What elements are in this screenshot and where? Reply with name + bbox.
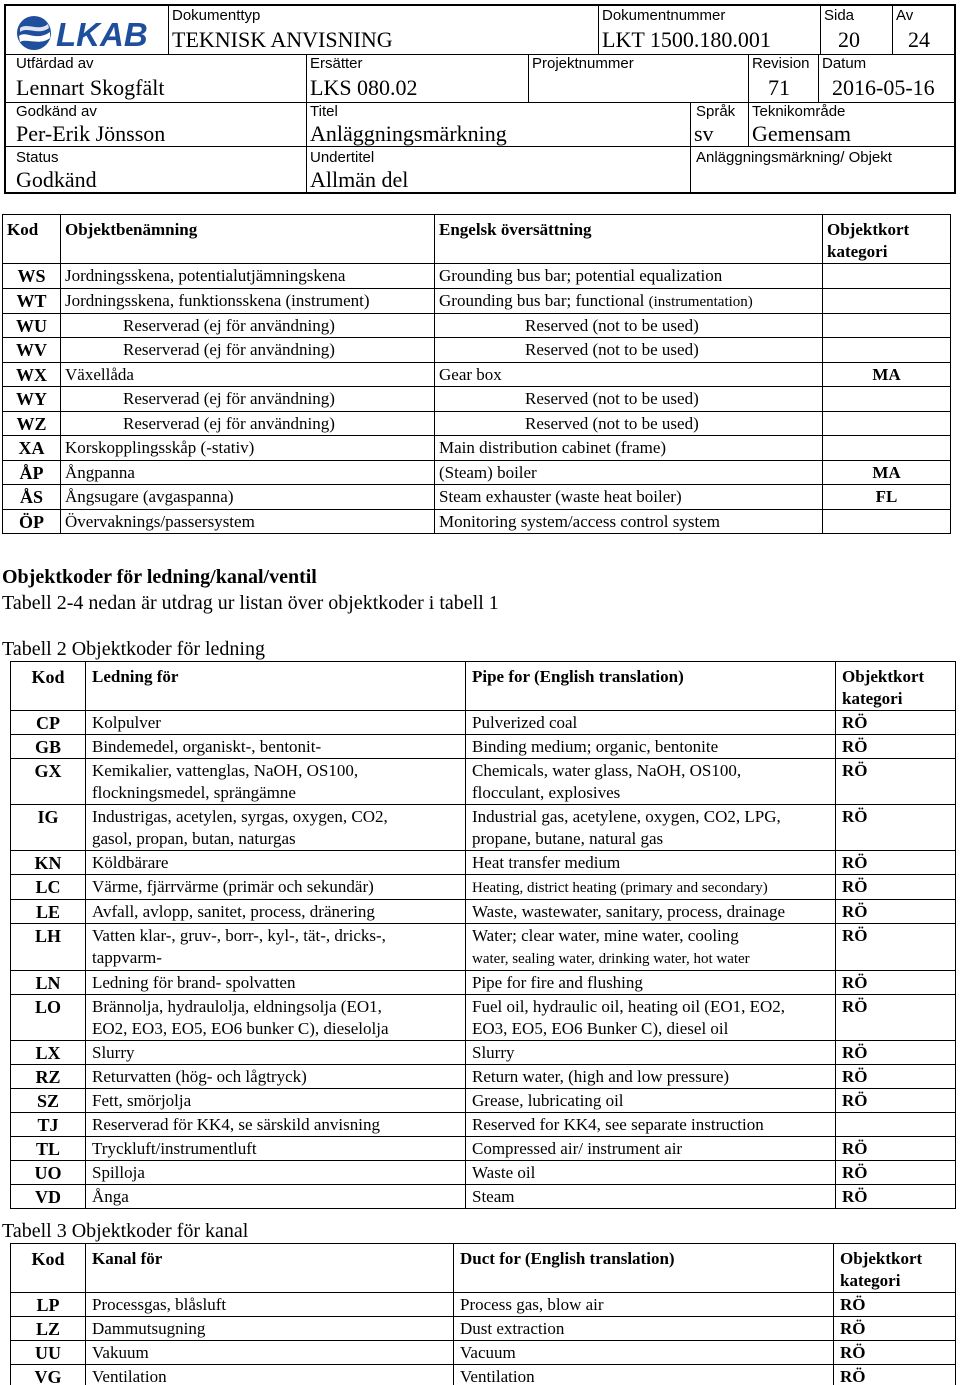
row-english <box>466 759 836 805</box>
row-code: LO <box>11 995 86 1041</box>
lkab-logo <box>14 12 164 54</box>
area-label: Teknikområde <box>752 103 846 120</box>
row-code: WT <box>3 288 61 313</box>
row-english-text: Reserved (not to be used) <box>525 389 699 408</box>
table-row <box>11 1365 956 1385</box>
row-code: ÅS <box>3 485 61 510</box>
row-category: RÖ <box>834 1365 956 1385</box>
table-header-row <box>3 215 951 264</box>
document-header <box>4 4 956 194</box>
row-category <box>823 338 951 363</box>
row-english-line: Pipe for fire and flushing <box>472 973 643 992</box>
row-english <box>435 288 823 313</box>
doc-type: TEKNISK ANVISNING <box>172 27 393 52</box>
table-row <box>11 1089 956 1113</box>
row-english-line: Waste oil <box>472 1163 536 1182</box>
row-code: WU <box>3 313 61 338</box>
row-english-line: Ventilation <box>460 1367 535 1385</box>
row-code: LP <box>11 1293 86 1317</box>
subtitle-label: Undertitel <box>310 149 375 166</box>
row-swedish <box>86 1185 466 1209</box>
row-english <box>454 1293 834 1317</box>
row-english-line: Grease, lubricating oil <box>472 1091 624 1110</box>
row-english-line: Vacuum <box>460 1343 516 1362</box>
row-english-line: EO3, EO5, EO6 Bunker C), diesel oil <box>472 1019 729 1038</box>
row-swedish-line: Spilloja <box>92 1163 145 1182</box>
row-english-line: Heating, district heating (primary and secondary) <box>472 880 768 896</box>
row-name: Korskopplingsskåp (-stativ) <box>61 436 435 461</box>
row-code: WY <box>3 387 61 412</box>
row-english-note: (instrumentation) <box>648 293 753 310</box>
row-code: LC <box>11 875 86 900</box>
row-swedish-line: Ventilation <box>92 1367 167 1385</box>
row-swedish-line: Avfall, avlopp, sanitet, process, dränering <box>92 902 375 921</box>
row-name: Jordningsskena, funktionsskena (instrument) <box>61 288 435 313</box>
row-english <box>454 1365 834 1385</box>
approved-by-label: Godkänd av <box>16 103 97 120</box>
title-label: Titel <box>310 103 338 120</box>
row-name: Reserverad (ej för användning) <box>61 387 435 412</box>
row-code: VG <box>11 1365 86 1385</box>
row-swedish <box>86 735 466 759</box>
table-row <box>11 1185 956 1209</box>
row-code: LE <box>11 900 86 924</box>
row-english <box>466 735 836 759</box>
row-swedish-line: Tryckluft/instrumentluft <box>92 1139 257 1158</box>
row-category: RÖ <box>836 711 956 735</box>
row-english <box>454 1341 834 1365</box>
row-code: ÖP <box>3 509 61 534</box>
row-swedish <box>86 851 466 875</box>
table-row <box>3 313 951 338</box>
row-category <box>823 313 951 338</box>
row-category: RÖ <box>836 1089 956 1113</box>
row-english-line: Industrial gas, acetylene, oxygen, CO2, LPG, <box>472 807 781 826</box>
row-english-line: Waste, wastewater, sanitary, process, drainage <box>472 902 786 921</box>
row-english <box>466 805 836 851</box>
row-english-line: Heat transfer medium <box>472 853 621 872</box>
duct-table <box>10 1243 956 1385</box>
row-category: MA <box>823 460 951 485</box>
table2-caption: Tabell 2 Objektkoder för ledning <box>2 638 265 660</box>
row-category: RÖ <box>836 805 956 851</box>
col-header-kategori: Objektkort kategori <box>836 662 956 711</box>
row-english-line: Reserved for KK4, see separate instruction <box>472 1115 764 1134</box>
table3-caption: Tabell 3 Objektkoder för kanal <box>2 1220 249 1242</box>
row-category: RÖ <box>836 1185 956 1209</box>
table-row <box>11 1113 956 1137</box>
row-english <box>466 1089 836 1113</box>
table-row <box>3 362 951 387</box>
row-code: WV <box>3 338 61 363</box>
table-row <box>3 436 951 461</box>
row-swedish-line: Processgas, blåsluft <box>92 1295 227 1314</box>
row-english-line: propane, butane, natural gas <box>472 829 664 848</box>
row-code: WX <box>3 362 61 387</box>
row-english-line: Dust extraction <box>460 1319 565 1338</box>
table-row <box>11 711 956 735</box>
row-category: RÖ <box>836 875 956 900</box>
language: sv <box>694 121 714 146</box>
table-row <box>11 1317 956 1341</box>
row-code: SZ <box>11 1089 86 1113</box>
row-name: Ångpanna <box>61 460 435 485</box>
row-category <box>823 411 951 436</box>
date: 2016-05-16 <box>832 75 935 100</box>
row-swedish-line: Kemikalier, vattenglas, NaOH, OS100, <box>92 761 359 780</box>
pipe-table <box>10 661 956 1209</box>
row-name: Reserverad (ej för användning) <box>61 411 435 436</box>
row-english <box>435 362 823 387</box>
row-swedish-line: Fett, smörjolja <box>92 1091 192 1110</box>
row-swedish-line: flockningsmedel, sprängämne <box>92 783 296 802</box>
row-name: Övervaknings/passersystem <box>61 509 435 534</box>
row-swedish <box>86 1365 454 1385</box>
table-row <box>11 805 956 851</box>
row-english <box>466 1137 836 1161</box>
row-category: RÖ <box>834 1293 956 1317</box>
title: Anläggningsmärkning <box>310 121 507 146</box>
row-english <box>435 411 823 436</box>
row-code: GB <box>11 735 86 759</box>
logo-text: LKAB <box>56 16 148 53</box>
table-row <box>3 411 951 436</box>
row-code: VD <box>11 1185 86 1209</box>
row-name: Reserverad (ej för användning) <box>61 338 435 363</box>
row-swedish <box>86 805 466 851</box>
table-row <box>3 264 951 289</box>
row-name: Växellåda <box>61 362 435 387</box>
row-swedish-line: Ledning för brand- spolvatten <box>92 973 296 992</box>
row-category: RÖ <box>836 851 956 875</box>
table-row <box>11 875 956 900</box>
row-english <box>435 509 823 534</box>
row-swedish <box>86 711 466 735</box>
row-code: TL <box>11 1137 86 1161</box>
row-category: RÖ <box>836 971 956 995</box>
row-english <box>435 387 823 412</box>
row-name: Reserverad (ej för användning) <box>61 313 435 338</box>
row-category: RÖ <box>836 1065 956 1089</box>
doc-number: LKT 1500.180.001 <box>602 27 771 52</box>
row-swedish <box>86 1137 466 1161</box>
row-swedish-line: Slurry <box>92 1043 135 1062</box>
row-swedish <box>86 971 466 995</box>
table-row <box>11 1041 956 1065</box>
row-swedish <box>86 1341 454 1365</box>
row-english <box>466 711 836 735</box>
row-english-line: Binding medium; organic, bentonite <box>472 737 719 756</box>
row-english-line: Pulverized coal <box>472 713 578 732</box>
col-header-kategori: Objektkort kategori <box>834 1244 956 1293</box>
objects-table <box>2 214 951 534</box>
col-header-kanal: Kanal för <box>86 1244 454 1293</box>
row-swedish <box>86 875 466 900</box>
row-english <box>466 875 836 900</box>
row-category: RÖ <box>836 995 956 1041</box>
row-swedish-line: Köldbärare <box>92 853 169 872</box>
table-row <box>3 338 951 363</box>
row-english <box>466 995 836 1041</box>
revision-label: Revision <box>752 55 810 72</box>
row-english-text: Grounding bus bar; potential equalization <box>439 266 723 285</box>
row-swedish <box>86 924 466 971</box>
row-swedish <box>86 900 466 924</box>
row-category: RÖ <box>834 1341 956 1365</box>
row-code: LH <box>11 924 86 971</box>
row-english-line: Compressed air/ instrument air <box>472 1139 683 1158</box>
row-english <box>435 485 823 510</box>
doc-number-label: Dokumentnummer <box>602 7 726 24</box>
row-code: WS <box>3 264 61 289</box>
row-swedish <box>86 1293 454 1317</box>
subtitle: Allmän del <box>310 167 409 192</box>
section-heading: Objektkoder för ledning/kanal/ventil <box>2 566 317 588</box>
section-intro: Tabell 2-4 nedan är utdrag ur listan över objektkoder i tabell 1 <box>2 592 499 614</box>
col-header-kod: Kod <box>11 1244 86 1293</box>
page-label: Sida <box>824 7 855 24</box>
table-row <box>11 995 956 1041</box>
row-swedish-line: Ånga <box>92 1187 129 1206</box>
row-category <box>823 288 951 313</box>
table-row <box>3 460 951 485</box>
row-english <box>466 1065 836 1089</box>
row-swedish-line: Dammutsugning <box>92 1319 206 1338</box>
col-header-kod: Kod <box>3 215 61 264</box>
page-total-label: Av <box>896 7 914 24</box>
row-category <box>823 264 951 289</box>
row-swedish-line: tappvarm- <box>92 948 162 967</box>
row-category <box>823 436 951 461</box>
row-swedish <box>86 1113 466 1137</box>
row-english <box>435 460 823 485</box>
row-code: UU <box>11 1341 86 1365</box>
row-code: WZ <box>3 411 61 436</box>
row-english-text: Steam exhauster (waste heat boiler) <box>439 487 682 506</box>
row-english <box>454 1317 834 1341</box>
row-code: XA <box>3 436 61 461</box>
row-english-text: Grounding bus bar; functional <box>439 290 645 310</box>
col-header-ledning: Ledning för <box>86 662 466 711</box>
row-english <box>466 971 836 995</box>
row-swedish <box>86 759 466 805</box>
row-swedish <box>86 1089 466 1113</box>
row-code: LZ <box>11 1317 86 1341</box>
row-code: LX <box>11 1041 86 1065</box>
row-category: MA <box>823 362 951 387</box>
row-english <box>435 264 823 289</box>
table-row <box>11 1065 956 1089</box>
row-english <box>466 1161 836 1185</box>
row-swedish-line: Vakuum <box>92 1343 149 1362</box>
col-header-duct: Duct for (English translation) <box>454 1244 834 1293</box>
table-row <box>11 900 956 924</box>
row-swedish-line: Vatten klar-, gruv-, borr-, kyl-, tät-, dricks-, <box>92 926 386 945</box>
row-category: RÖ <box>836 900 956 924</box>
row-english <box>466 1185 836 1209</box>
area: Gemensam <box>752 121 851 146</box>
table-row <box>3 387 951 412</box>
row-english-text: Reserved (not to be used) <box>525 340 699 359</box>
row-english <box>466 1041 836 1065</box>
row-code: ÅP <box>3 460 61 485</box>
revision: 71 <box>768 75 790 100</box>
issued-by-label: Utfärdad av <box>16 55 94 72</box>
col-header-kategori: Objektkort kategori <box>823 215 951 264</box>
row-english-line: Process gas, blow air <box>460 1295 604 1314</box>
row-english-line: Return water, (high and low pressure) <box>472 1067 730 1086</box>
row-code: LN <box>11 971 86 995</box>
row-category: RÖ <box>836 1041 956 1065</box>
row-english-text: Main distribution cabinet (frame) <box>439 438 667 457</box>
table-row <box>11 1341 956 1365</box>
category-path: Anläggningsmärkning/ Objekt <box>696 149 892 166</box>
row-code: RZ <box>11 1065 86 1089</box>
row-category: RÖ <box>836 924 956 971</box>
row-category: FL <box>823 485 951 510</box>
row-category <box>823 509 951 534</box>
row-category <box>823 387 951 412</box>
row-english-line: Water; clear water, mine water, cooling <box>472 926 739 945</box>
table-row <box>11 735 956 759</box>
row-english-text: Gear box <box>439 364 502 384</box>
col-header-kod: Kod <box>11 662 86 711</box>
status: Godkänd <box>16 167 97 192</box>
row-name: Ångsugare (avgaspanna) <box>61 485 435 510</box>
row-swedish-line: Returvatten (hög- och lågtryck) <box>92 1067 307 1086</box>
row-swedish-line: Brännolja, hydraulolja, eldningsolja (EO1, <box>92 997 382 1016</box>
replaces: LKS 080.02 <box>310 75 418 100</box>
replaces-label: Ersätter <box>310 55 363 72</box>
row-code: KN <box>11 851 86 875</box>
row-category <box>836 1113 956 1137</box>
row-swedish-line: Kolpulver <box>92 713 161 732</box>
row-english <box>466 900 836 924</box>
row-swedish <box>86 995 466 1041</box>
table-row <box>11 971 956 995</box>
row-english-line: water, sealing water, drinking water, hot water <box>472 951 750 967</box>
row-english-line: Steam <box>472 1187 515 1206</box>
table-row <box>11 851 956 875</box>
table-row <box>11 924 956 971</box>
row-english <box>435 436 823 461</box>
table-row <box>3 288 951 313</box>
table-row <box>11 759 956 805</box>
row-english <box>435 338 823 363</box>
row-category: RÖ <box>836 735 956 759</box>
row-swedish-line: Industrigas, acetylen, syrgas, oxygen, CO2, <box>92 807 388 826</box>
row-category: RÖ <box>836 759 956 805</box>
row-swedish-line: gasol, propan, butan, naturgas <box>92 829 296 848</box>
row-swedish-line: Bindemedel, organiskt-, bentonit- <box>92 737 322 756</box>
page-total: 24 <box>908 27 930 52</box>
row-english-line: Slurry <box>472 1043 515 1062</box>
row-english <box>466 924 836 971</box>
table-row <box>11 1293 956 1317</box>
col-header-engelsk: Engelsk översättning <box>435 215 823 264</box>
date-label: Datum <box>822 55 867 72</box>
row-name: Jordningsskena, potentialutjämningskena <box>61 264 435 289</box>
row-code: UO <box>11 1161 86 1185</box>
row-category: RÖ <box>836 1161 956 1185</box>
row-swedish <box>86 1317 454 1341</box>
row-swedish <box>86 1065 466 1089</box>
status-label: Status <box>16 149 59 166</box>
table-row <box>3 509 951 534</box>
page-number: 20 <box>838 27 860 52</box>
issued-by: Lennart Skogfält <box>16 75 165 100</box>
language-label: Språk <box>696 103 736 120</box>
col-header-pipe: Pipe for (English translation) <box>466 662 836 711</box>
row-english-text: Reserved (not to be used) <box>525 413 699 433</box>
row-category: RÖ <box>836 1137 956 1161</box>
table-row <box>11 1161 956 1185</box>
row-swedish-line: Reserverad för KK4, se särskild anvisning <box>92 1115 380 1134</box>
row-english <box>435 313 823 338</box>
approved-by: Per-Erik Jönsson <box>16 121 166 146</box>
row-english-text: (Steam) boiler <box>439 462 537 482</box>
table-row <box>3 485 951 510</box>
col-header-objektbenamning: Objektbenämning <box>61 215 435 264</box>
doc-type-label: Dokumenttyp <box>172 7 261 24</box>
row-english-text: Reserved (not to be used) <box>525 315 699 335</box>
row-code: CP <box>11 711 86 735</box>
table-row <box>11 1137 956 1161</box>
row-code: GX <box>11 759 86 805</box>
row-english <box>466 1113 836 1137</box>
row-code: TJ <box>11 1113 86 1137</box>
table-header-row <box>11 662 956 711</box>
row-english-text: Monitoring system/access control system <box>439 511 720 531</box>
row-swedish-line: EO2, EO3, EO5, EO6 bunker C), dieselolja <box>92 1019 389 1038</box>
row-english <box>466 851 836 875</box>
project-label: Projektnummer <box>532 55 634 72</box>
row-swedish-line: Värme, fjärrvärme (primär och sekundär) <box>92 877 374 896</box>
row-english-line: Fuel oil, hydraulic oil, heating oil (EO1, EO2, <box>472 997 786 1016</box>
row-english-line: Chemicals, water glass, NaOH, OS100, <box>472 761 742 780</box>
row-swedish <box>86 1041 466 1065</box>
table-header-row <box>11 1244 956 1293</box>
row-code: IG <box>11 805 86 851</box>
row-category: RÖ <box>834 1317 956 1341</box>
row-swedish <box>86 1161 466 1185</box>
row-english-line: flocculant, explosives <box>472 783 621 802</box>
